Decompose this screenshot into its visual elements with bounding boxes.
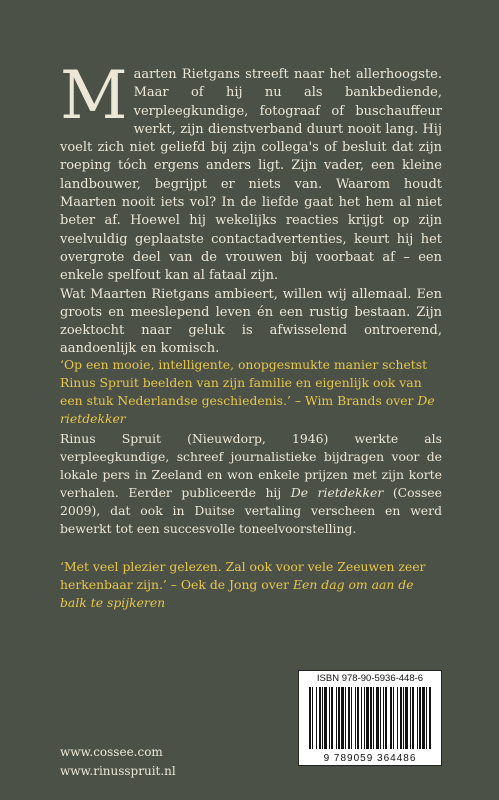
barcode-stripe xyxy=(400,687,402,749)
barcode-bars-svg xyxy=(307,687,433,749)
barcode-stripe xyxy=(361,687,362,749)
barcode-stripe xyxy=(412,687,414,749)
review-quote-1-title: De rietdekker xyxy=(60,393,435,426)
review-quote-2 xyxy=(60,558,442,612)
barcode-stripe xyxy=(385,687,387,749)
barcode-stripe xyxy=(348,687,350,749)
author-bio-title: De rietdekker xyxy=(290,485,384,500)
barcode-digits: 9 789059 364486 xyxy=(323,753,417,764)
barcode-stripe xyxy=(331,687,333,749)
barcode-stripe xyxy=(336,687,337,749)
barcode-stripe xyxy=(410,687,411,749)
publisher-link[interactable]: www.cossee.com xyxy=(60,745,163,759)
barcode-stripe xyxy=(373,687,374,749)
barcode-stripe xyxy=(417,687,418,749)
review-quote-2-title: Een dag om aan de balk te spijkeren xyxy=(60,577,414,610)
author-bio-part-1: Rinus Spruit (Nieuwdorp, 1946) werkte als verpleegkundige, schreef journalistieke bijdragen voor de lokale pers in Zeeland en won enkele prijzen met zijn korte verhalen. Eerder publiceerde hij xyxy=(60,431,442,500)
barcode-stripe xyxy=(312,687,313,749)
barcode-stripe xyxy=(338,687,340,749)
barcode xyxy=(298,670,442,766)
barcode-stripe xyxy=(316,687,317,749)
barcode-stripe xyxy=(405,687,408,749)
barcode-stripe xyxy=(366,687,369,749)
blurb-paragraph-1: aarten Rietgans streeft naar het allerhoogste. Maar of hij nu als bankbediende, verpleegkundige, fotograaf of buschauffeur werkt, zijn dienstverband duurt nooit lang. Hij voelt zich niet geliefd bij zijn collega's of besluit dat zijn roeping tóch ergens anders ligt. Zijn vader, een kleine landbouwer, begrijpt er niets van. Waarom houdt Maarten nooit iets vol? In de liefde gaat het hem al niet beter af. Hoewel hij wekelijks reacties krijgt op zijn veelvuldig geplaatste contactadvertenties, keurt hij het overgrote deel van de vrouwen bij voorbaat af – een enkele spelfout kan al fataal zijn. xyxy=(60,67,442,284)
barcode-stripe xyxy=(357,687,359,749)
barcode-stripe xyxy=(376,687,379,749)
author-bio xyxy=(60,430,442,538)
barcode-stripe xyxy=(422,687,425,749)
review-quote-2-text: ‘Met veel plezier gelezen. Zal ook voor vele Zeeuwen zeer herkenbaar zijn.’ – Oek de Jong over xyxy=(60,559,426,592)
barcode-stripe xyxy=(429,687,431,749)
barcode-stripe xyxy=(324,687,327,749)
barcode-stripe xyxy=(345,687,346,749)
barcode-stripe xyxy=(403,687,404,749)
barcode-stripe xyxy=(355,687,356,749)
barcode-stripe xyxy=(351,687,352,749)
barcode-stripe xyxy=(393,687,394,749)
drop-cap: M xyxy=(60,57,128,134)
review-quote-1 xyxy=(60,356,442,428)
isbn-label: ISBN 978-90-5936-448-6 xyxy=(316,673,424,684)
author-link[interactable]: www.rinusspruit.nl xyxy=(60,764,176,778)
barcode-stripe xyxy=(319,687,321,749)
barcode-stripe xyxy=(341,687,344,749)
barcode-stripe xyxy=(380,687,381,749)
blurb-text xyxy=(60,57,442,359)
barcode-stripe xyxy=(370,687,372,749)
barcode-stripe xyxy=(364,687,365,749)
author-bio-part-2: (Cossee 2009), dat ook in Duitse vertaling verscheen en werd bewerkt tot een succesvolle toneelvoorstelling. xyxy=(60,485,442,536)
barcode-stripe xyxy=(383,687,384,749)
barcode-stripe xyxy=(419,687,421,749)
barcode-stripe xyxy=(322,687,323,749)
review-quote-1-text: ‘Op een mooie, intelligente, onopgesmukte manier schetst Rinus Spruit beelden van zijn familie en eigenlijk ook van een stuk Nederlandse geschiedenis.’ – Wim Brands over xyxy=(60,357,428,408)
barcode-bars xyxy=(307,687,433,749)
barcode-stripe xyxy=(397,687,398,749)
barcode-stripe xyxy=(329,687,330,749)
barcode-stripe xyxy=(426,687,427,749)
barcode-stripe xyxy=(390,687,392,749)
barcode-stripe xyxy=(309,687,311,749)
blurb-paragraph-2: Wat Maarten Rietgans ambieert, willen wij allemaal. Een groots en meeslepend leven én een rustig bestaan. Zijn zoektocht naar geluk is afwisselend ontroerend, aandoenlijk en komisch. xyxy=(60,286,442,357)
